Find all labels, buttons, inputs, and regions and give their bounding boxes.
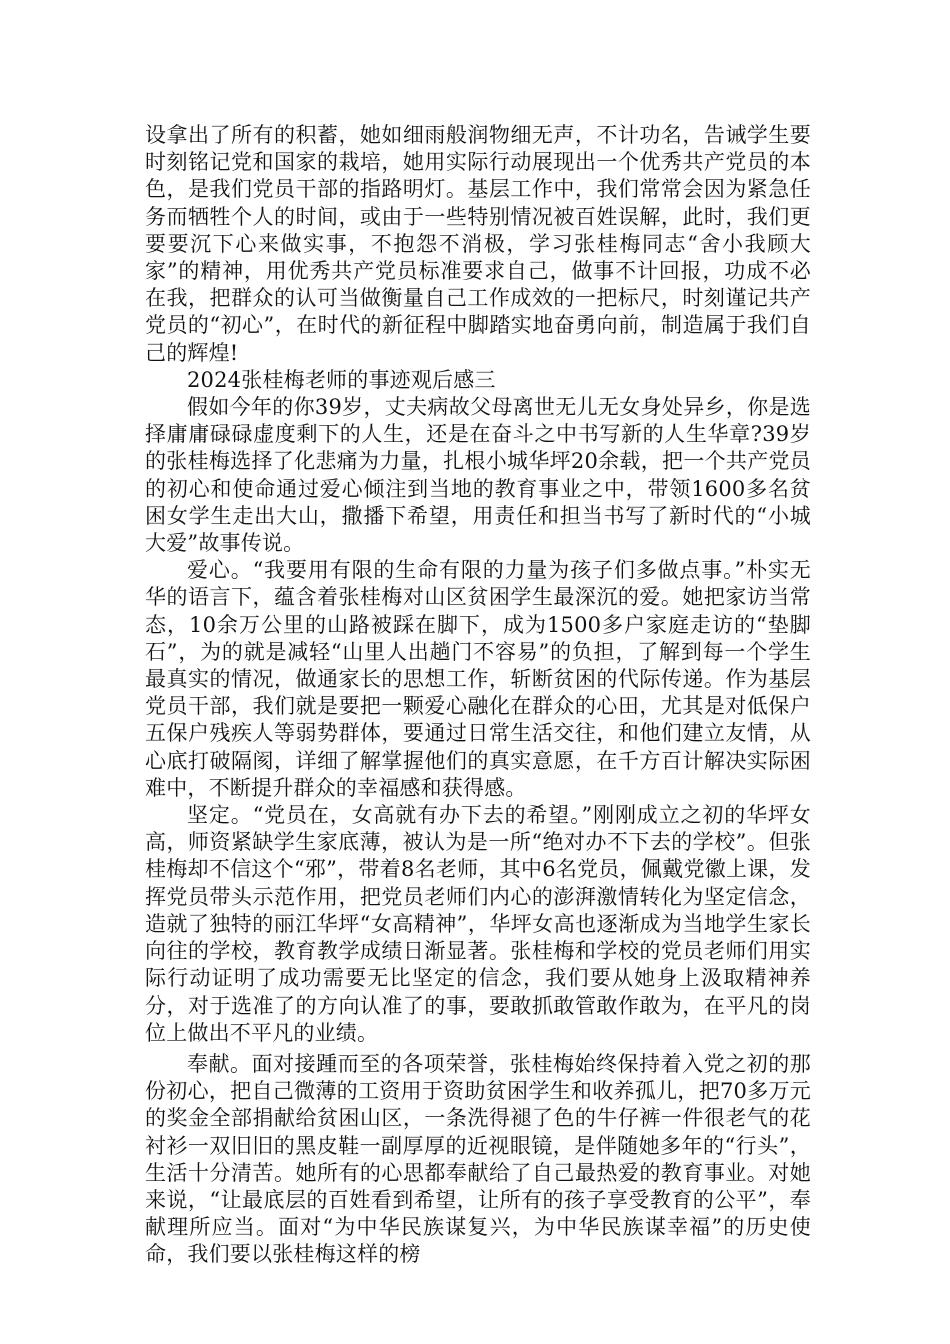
paragraph-continuation: 设拿出了所有的积蓄，她如细雨般润物细无声，不计功名，告诫学生要时刻铭记党和国家的栽培，她用实际行动展现出一个优秀共产党员的本色，是我们党员干部的指路明灯。基层工作中，我们常常会因为紧急任务而牺牲个人的时间，或由于一些特别情况被百姓误解，此时，我们更要要沉下心来做实事，不抱怨不消极，学习张桂梅同志“舍小我顾大家”的精神，用优秀共产党员标准要求自己，做事不计回报，功成不必在我，把群众的认可当做衡量自己工作成效的一把标尺，时刻谨记共产党员的“初心”，在时代的新征程中脚踏实地奋勇向前，制造属于我们自己的辉煌! <box>145 123 811 365</box>
paragraph-love: 爱心。“我要用有限的生命有限的力量为孩子们多做点事。”朴实无华的语言下，蕴含着张桂梅对山区贫困学生最深沉的爱。她把家访当常态，10余万公里的山路被踩在脚下，成为1500多户家庭走访的“垫脚石”，为的就是减轻“山里人出趟门不容易”的负担，了解到每一个学生最真实的情况，做通家长的思想工作，斩断贫困的代际传递。作为基层党员干部，我们就是要把一颗爱心融化在群众的心田，尤其是对低保户五保户残疾人等弱势群体，要通过日常生活交往，和他们建立友情，从心底打破隔阂，详细了解掌握他们的真实意愿，在千方百计解决实际困难中，不断提升群众的幸福感和获得感。 <box>145 558 811 800</box>
paragraph-intro: 假如今年的你39岁，丈夫病故父母离世无儿无女身处异乡，你是选择庸庸碌碌虚度剩下的人生，还是在奋斗之中书写新的人生华章?39岁的张桂梅选择了化悲痛为力量，扎根小城华坪20余载，把一个共产党员的初心和使命通过爱心倾注到当地的教育事业之中，带领1600多名贫困女学生走出大山，撒播下希望，用责任和担当书写了新时代的“小城大爱”故事传说。 <box>145 395 811 556</box>
document-body <box>145 122 811 1269</box>
section-heading: 2024张桂梅老师的事迹观后感三 <box>187 367 496 392</box>
paragraph-devotion: 奉献。面对接踵而至的各项荣誉，张桂梅始终保持着入党之初的那份初心，把自己微薄的工资用于资助贫困学生和收养孤儿，把70多万元的奖金全部捐献给贫困山区，一条洗得褪了色的牛仔裤一件很老气的花衬衫一双旧旧的黑皮鞋一副厚厚的近视眼镜，是伴随她多年的“行头”，生活十分清苦。她所有的心思都奉献给了自己最热爱的教育事业。对她来说，“让最底层的百姓看到希望，让所有的孩子享受教育的公平”，奉献理所应当。面对“为中华民族谋复兴，为中华民族谋幸福”的历史使命，我们要以张桂梅这样的榜 <box>145 1051 811 1267</box>
paragraph-firm: 坚定。“党员在，女高就有办下去的希望。”刚刚成立之初的华坪女高，师资紧缺学生家底薄，被认为是一所“绝对办不下去的学校”。但张桂梅却不信这个“邪”，带着8名老师，其中6名党员，佩戴党徽上课，发挥党员带头示范作用，把党员老师们内心的澎湃激情转化为坚定信念，造就了独特的丽江华坪“女高精神”，华坪女高也逐渐成为当地学生家长向往的学校，教育教学成绩日渐显著。张桂梅和学校的党员老师们用实际行动证明了成功需要无比坚定的信念，我们要从她身上汲取精神养分，对于选准了的方向认准了的事，要敢抓敢管敢作敢为，在平凡的岗位上做出不平凡的业绩。 <box>145 803 811 1045</box>
